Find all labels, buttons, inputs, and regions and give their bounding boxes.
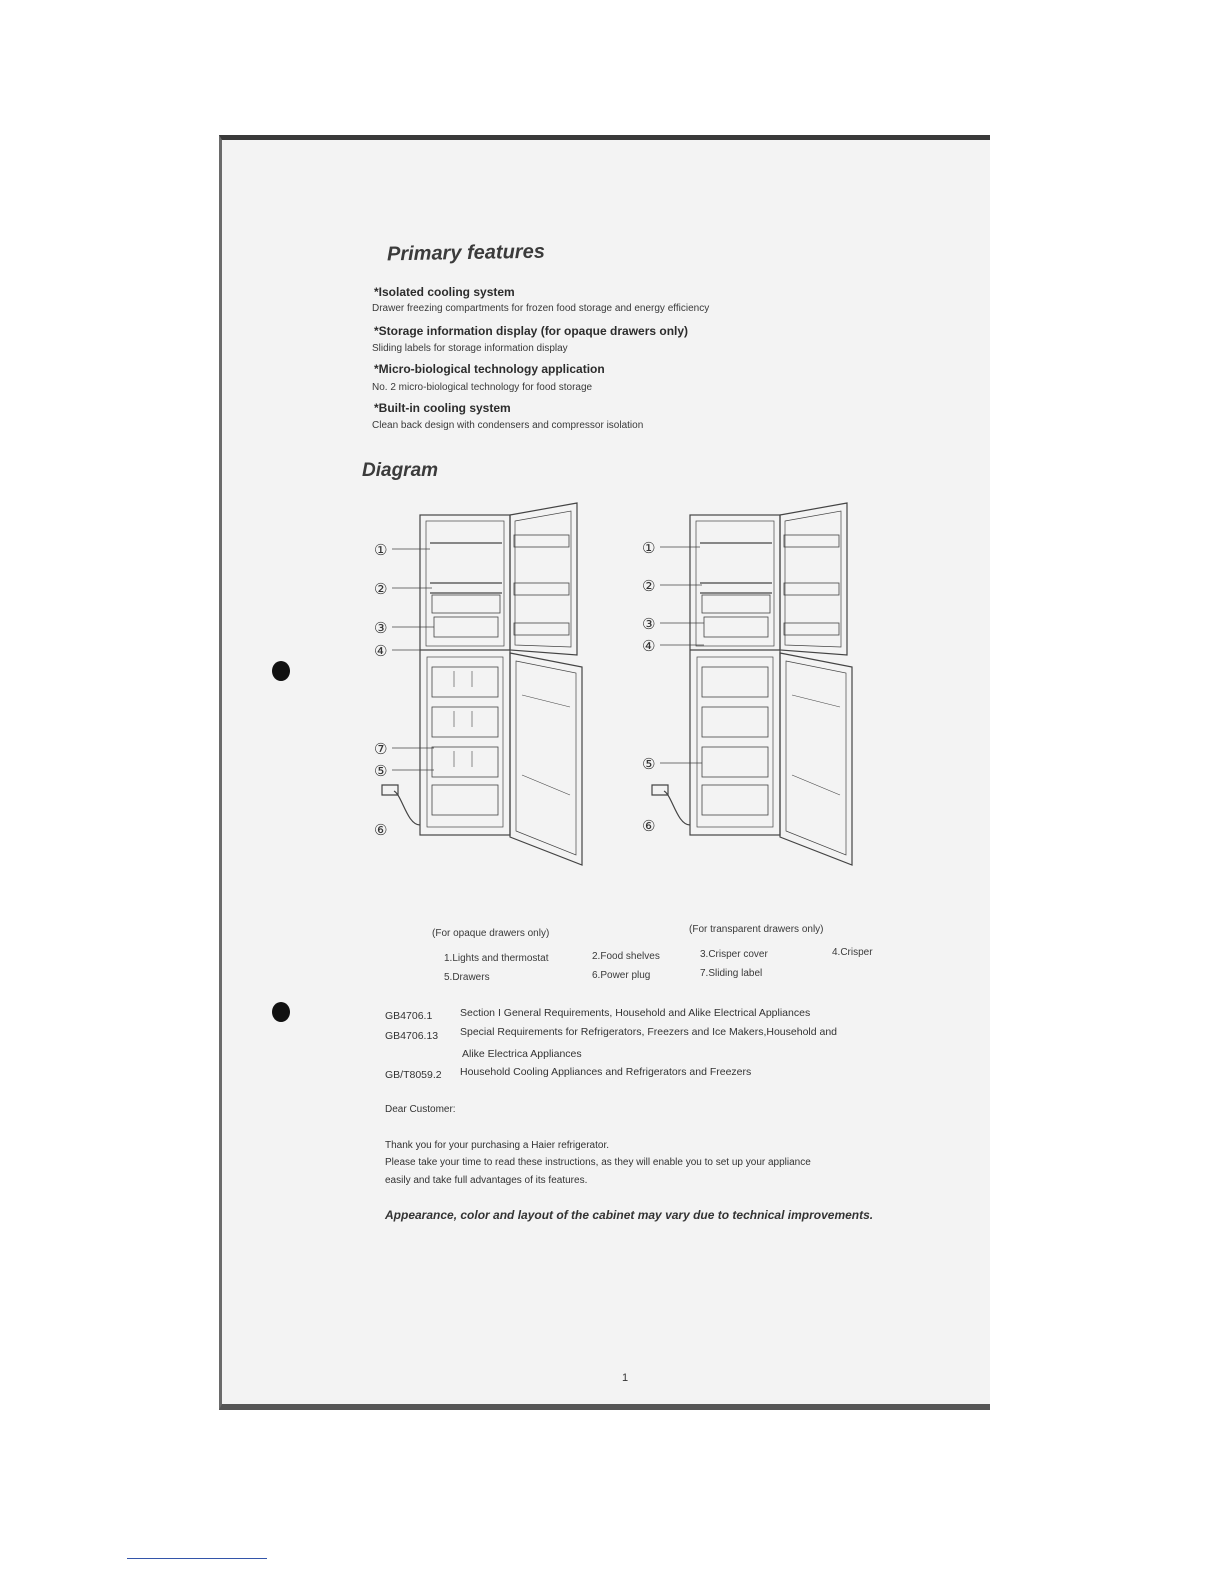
standard-text-3: Alike Electrica Appliances <box>462 1048 582 1060</box>
diagram-heading: Diagram <box>362 460 439 481</box>
feature-title-1: *Isolated cooling system <box>374 285 515 299</box>
standard-code-4: GB/T8059.2 <box>385 1069 442 1081</box>
body-line-1: Thank you for your purchasing a Haier refrigerator. <box>385 1140 609 1151</box>
caption-transparent: (For transparent drawers only) <box>689 924 824 935</box>
refrigerator-diagram <box>222 495 990 915</box>
marker-left-1: ① <box>374 541 388 559</box>
feature-title-4: *Built-in cooling system <box>374 401 511 415</box>
feature-desc-1: Drawer freezing compartments for frozen food storage and energy efficiency <box>372 303 710 314</box>
standard-text-4: Household Cooling Appliances and Refrigerators and Freezers <box>460 1066 752 1078</box>
salutation: Dear Customer: <box>385 1104 456 1115</box>
standard-text-1: Section I General Requirements, Household and Alike Electrical Appliances <box>460 1007 811 1019</box>
scanned-page <box>219 135 990 1410</box>
legend-item-7: 7.Sliding label <box>700 968 763 979</box>
caption-opaque: (For opaque drawers only) <box>432 928 550 939</box>
binder-hole-top <box>272 661 290 681</box>
marker-right-2: ② <box>642 577 656 595</box>
legend-item-5: 5.Drawers <box>444 972 490 983</box>
binder-hole-bottom <box>272 1002 290 1022</box>
standard-code-1: GB4706.1 <box>385 1010 433 1022</box>
feature-desc-3: No. 2 micro-biological technology for food storage <box>372 382 593 393</box>
primary-features-heading: Primary features <box>386 240 546 266</box>
feature-title-3: *Micro-biological technology application <box>374 362 605 376</box>
legend-item-2: 2.Food shelves <box>592 951 660 962</box>
appearance-note: Appearance, color and layout of the cabinet may vary due to technical improvements. <box>385 1208 874 1222</box>
legend-item-6: 6.Power plug <box>592 970 651 981</box>
footnote-separator <box>127 1558 267 1559</box>
body-line-3: easily and take full advantages of its features. <box>385 1175 588 1186</box>
legend-item-4: 4.Crisper <box>832 947 873 958</box>
standard-text-2: Special Requirements for Refrigerators, Freezers and Ice Makers,Household and <box>460 1026 838 1038</box>
body-line-2: Please take your time to read these instructions, as they will enable you to set up your appliance <box>385 1157 811 1168</box>
marker-left-7: ⑦ <box>374 740 388 758</box>
marker-left-5: ⑤ <box>374 762 388 780</box>
standard-code-2: GB4706.13 <box>385 1030 439 1042</box>
legend-item-3: 3.Crisper cover <box>700 949 768 960</box>
marker-left-2: ② <box>374 580 388 598</box>
marker-left-4: ④ <box>374 642 388 660</box>
marker-right-4: ④ <box>642 637 656 655</box>
marker-right-6: ⑥ <box>642 817 656 835</box>
feature-desc-4: Clean back design with condensers and compressor isolation <box>372 420 644 431</box>
page-number: 1 <box>622 1372 629 1384</box>
feature-title-2: *Storage information display (for opaque drawers only) <box>374 324 689 338</box>
marker-right-1: ① <box>642 539 656 557</box>
marker-right-5: ⑤ <box>642 755 656 773</box>
marker-left-6: ⑥ <box>374 821 388 839</box>
legend-item-1: 1.Lights and thermostat <box>444 953 549 964</box>
marker-left-3: ③ <box>374 619 388 637</box>
marker-right-3: ③ <box>642 615 656 633</box>
feature-desc-2: Sliding labels for storage information display <box>372 343 568 354</box>
